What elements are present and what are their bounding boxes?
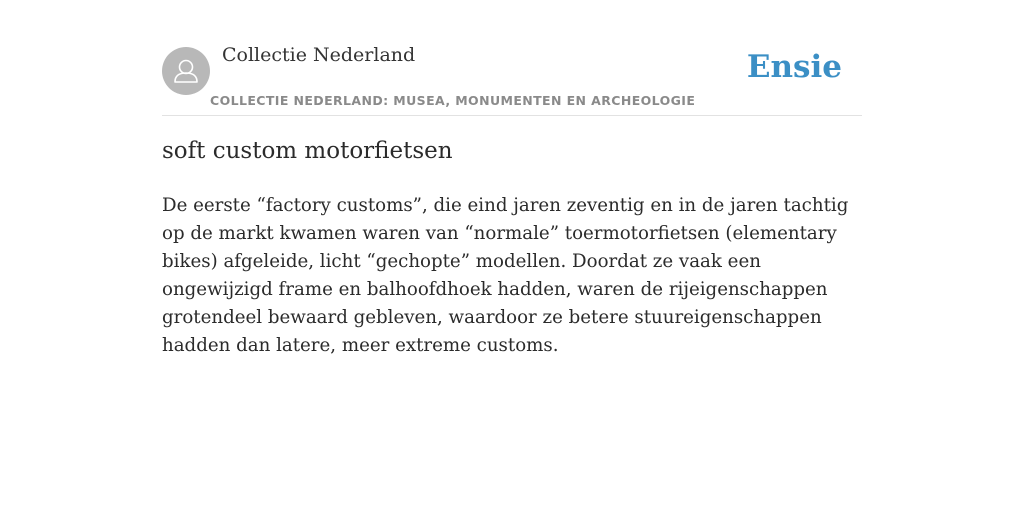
user-silhouette-icon	[162, 47, 210, 95]
header	[162, 0, 862, 116]
page-title: soft custom motorfietsen	[162, 138, 453, 164]
avatar[interactable]	[162, 47, 210, 95]
source-name[interactable]: COLLECTIE NEDERLAND: MUSEA, MONUMENTEN EN ARCHEOLOGIE	[210, 93, 696, 108]
ensie-logo[interactable]: Ensie	[746, 49, 842, 85]
author-name[interactable]: Collectie Nederland	[222, 44, 416, 66]
article-body: De eerste “factory customs”, die eind jaren zeventig en in de jaren tachtig op de markt kwamen waren van “normale” toermotorfietsen (elementary bikes) afgeleide, licht “gechopte” modellen. Doordat ze vaak een ongewijzigd frame en balhoofdhoek hadden, waren de rijeigenschappen grotendeel bewaard gebleven, waardoor ze betere stuureigenschappen hadden dan latere, meer extreme customs.	[162, 195, 849, 356]
